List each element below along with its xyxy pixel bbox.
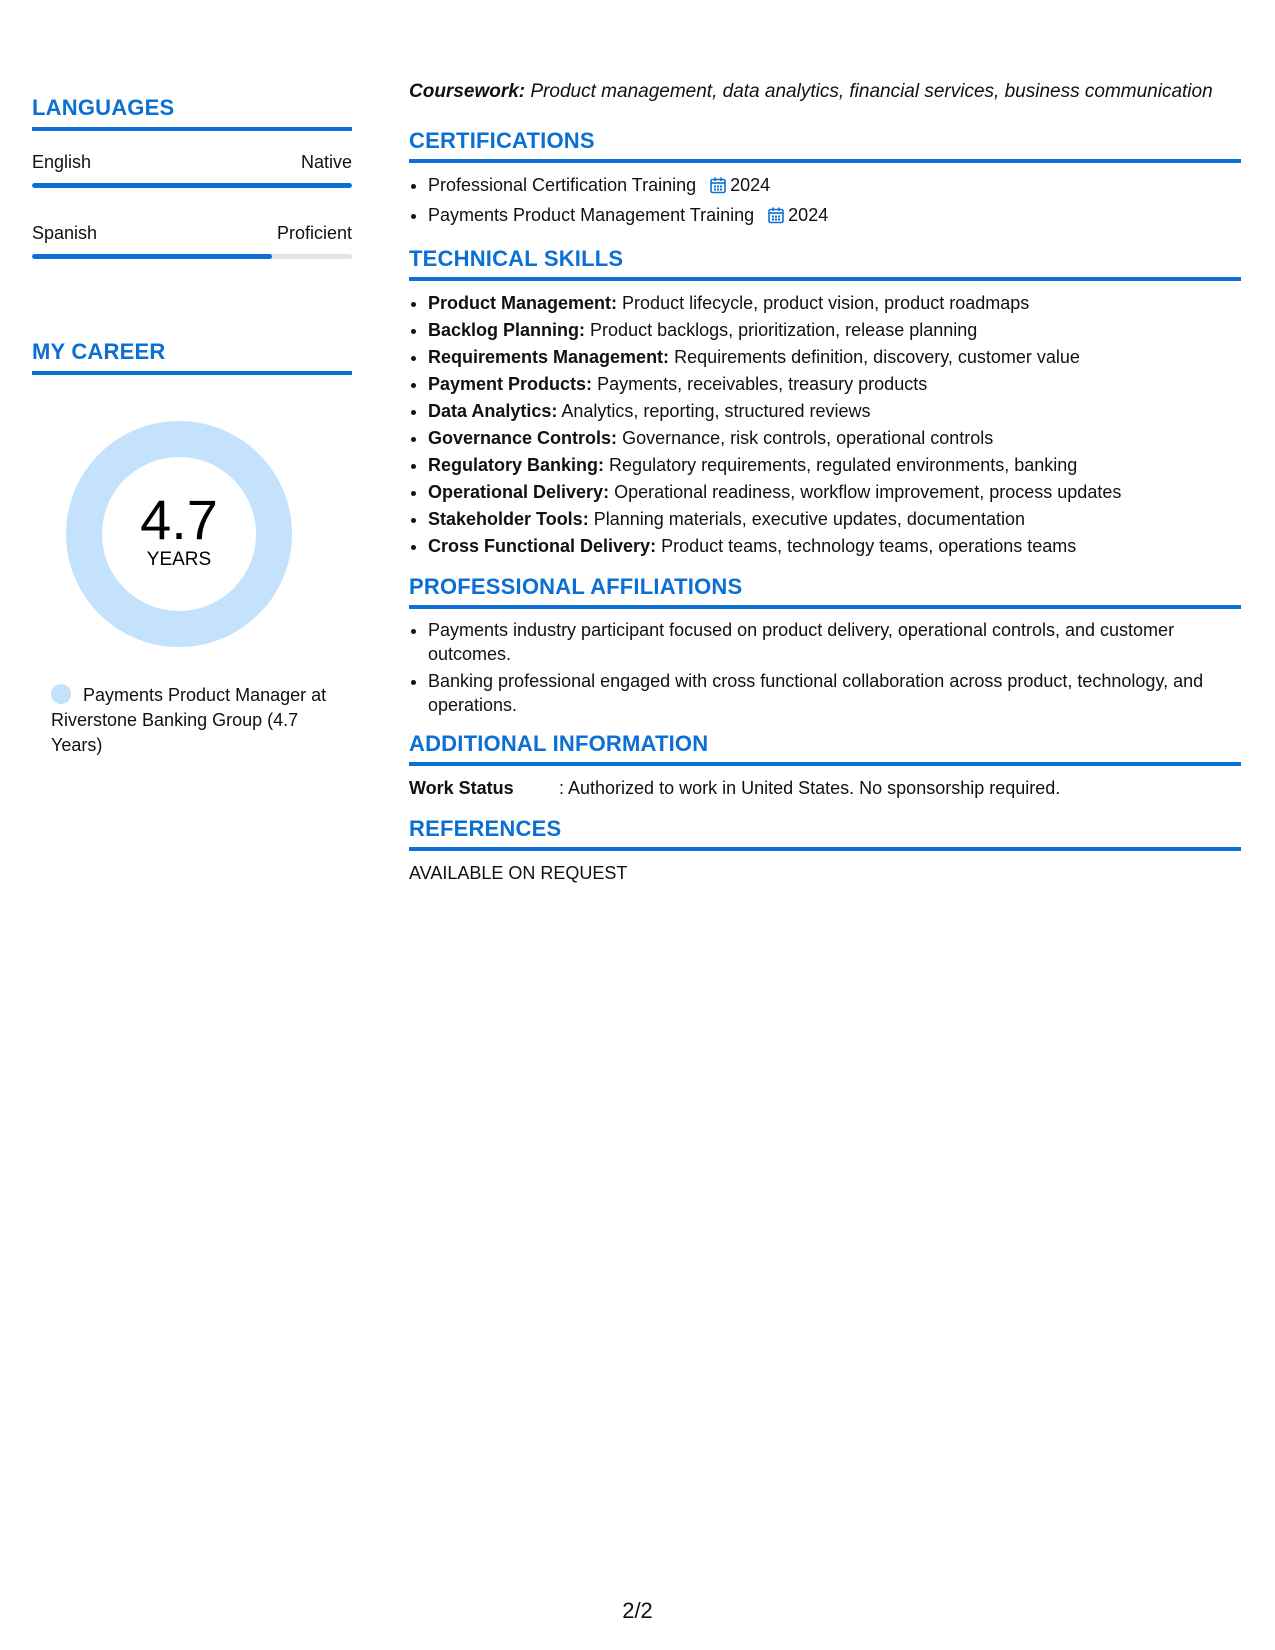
affiliation-item: • Payments industry participant focused on product delivery, operational controls, and customer outcomes. (428, 618, 1241, 666)
career-role-legend (51, 683, 341, 758)
skill-text: Analytics, reporting, structured reviews (561, 401, 871, 421)
career-heading: MY CAREER (32, 339, 352, 375)
skill-label: Requirements Management: (428, 347, 670, 367)
references-heading: REFERENCES (409, 816, 1241, 851)
languages-list (32, 151, 352, 259)
skill-item (428, 398, 1241, 425)
affiliation-item: • Banking professional engaged with cross functional collaboration across product, technology, and operations. (428, 669, 1241, 717)
affiliations-list (409, 618, 1241, 717)
certification-name: Payments Product Management Training (428, 205, 755, 225)
skill-item (428, 317, 1241, 344)
skill-item (428, 344, 1241, 371)
language-name: English (32, 152, 92, 172)
affiliations-heading: PROFESSIONAL AFFILIATIONS (409, 574, 1241, 609)
skill-text: Product backlogs, prioritization, release planning (590, 320, 978, 340)
language-proficiency-fill (32, 183, 352, 188)
references-section (409, 816, 1241, 887)
technical-skills-section (409, 246, 1241, 560)
language-item (32, 222, 352, 259)
info-row (409, 775, 1241, 802)
skill-label: Governance Controls: (428, 428, 618, 448)
skill-item (428, 290, 1241, 317)
career-total-value: 4.7 (140, 488, 218, 551)
language-proficiency-fill (32, 254, 272, 259)
skill-item (428, 506, 1241, 533)
skill-label: Cross Functional Delivery: (428, 536, 657, 556)
language-name: Spanish (32, 223, 98, 243)
page-number: 2/2 (622, 1598, 653, 1623)
skill-label: Stakeholder Tools: (428, 509, 589, 529)
skill-label: Payment Products: (428, 374, 593, 394)
skill-label: Operational Delivery: (428, 482, 610, 502)
certification-year: 2024 (730, 175, 771, 195)
language-item (32, 151, 352, 188)
certification-name: Professional Certification Training (428, 175, 697, 195)
references-text: AVAILABLE ON REQUEST (409, 863, 628, 883)
coursework-label: Coursework: (409, 81, 526, 102)
skill-text: Governance, risk controls, operational controls (622, 428, 994, 448)
certifications-heading: CERTIFICATIONS (409, 128, 1241, 163)
skill-text: Product lifecycle, product vision, product roadmaps (622, 293, 1030, 313)
skill-label: Product Management: (428, 293, 618, 313)
coursework-text: Product management, data analytics, financial services, business communication (530, 81, 1213, 102)
certification-item (428, 202, 1241, 232)
skill-text: Product teams, technology teams, operations teams (661, 536, 1077, 556)
skill-label: Backlog Planning: (428, 320, 586, 340)
language-proficiency-bar (32, 254, 352, 259)
language-level: Native (300, 152, 352, 172)
left-column (32, 95, 352, 758)
calendar-icon (768, 205, 784, 232)
skill-text: Planning materials, executive updates, documentation (593, 509, 1025, 529)
legend-dot-icon (51, 684, 71, 704)
skill-item (428, 533, 1241, 560)
skill-label: Data Analytics: (428, 401, 558, 421)
technical-skills-list (409, 290, 1241, 560)
skill-item (428, 479, 1241, 506)
language-level: Proficient (276, 223, 352, 243)
career-total-unit: YEARS (146, 549, 212, 570)
languages-heading: LANGUAGES (32, 95, 352, 131)
skill-item (428, 452, 1241, 479)
certification-year: 2024 (788, 205, 829, 225)
skill-text: Requirements definition, discovery, customer value (674, 347, 1080, 367)
skill-item (428, 371, 1241, 398)
coursework (409, 79, 1241, 104)
career-donut-chart (66, 421, 292, 647)
affiliations-section (409, 574, 1241, 717)
skill-label: Regulatory Banking: (428, 455, 605, 475)
certifications-section (409, 128, 1241, 232)
technical-skills-heading: TECHNICAL SKILLS (409, 246, 1241, 281)
language-proficiency-bar (32, 183, 352, 188)
certification-item (428, 172, 1241, 202)
right-column (409, 79, 1241, 901)
additional-info-heading: ADDITIONAL INFORMATION (409, 731, 1241, 766)
additional-info-section (409, 731, 1241, 802)
skill-item (428, 425, 1241, 452)
career-role-text: Payments Product Manager at Riverstone Banking Group (4.7 Years) (51, 685, 327, 755)
skill-text: Operational readiness, workflow improvement, process updates (614, 482, 1122, 502)
info-label: Work Status (409, 778, 514, 798)
skill-text: Payments, receivables, treasury products (597, 374, 928, 394)
certifications-list (409, 172, 1241, 232)
info-value: : Authorized to work in United States. No sponsorship required. (559, 778, 1061, 798)
skill-text: Regulatory requirements, regulated environments, banking (609, 455, 1078, 475)
calendar-icon (710, 175, 726, 202)
